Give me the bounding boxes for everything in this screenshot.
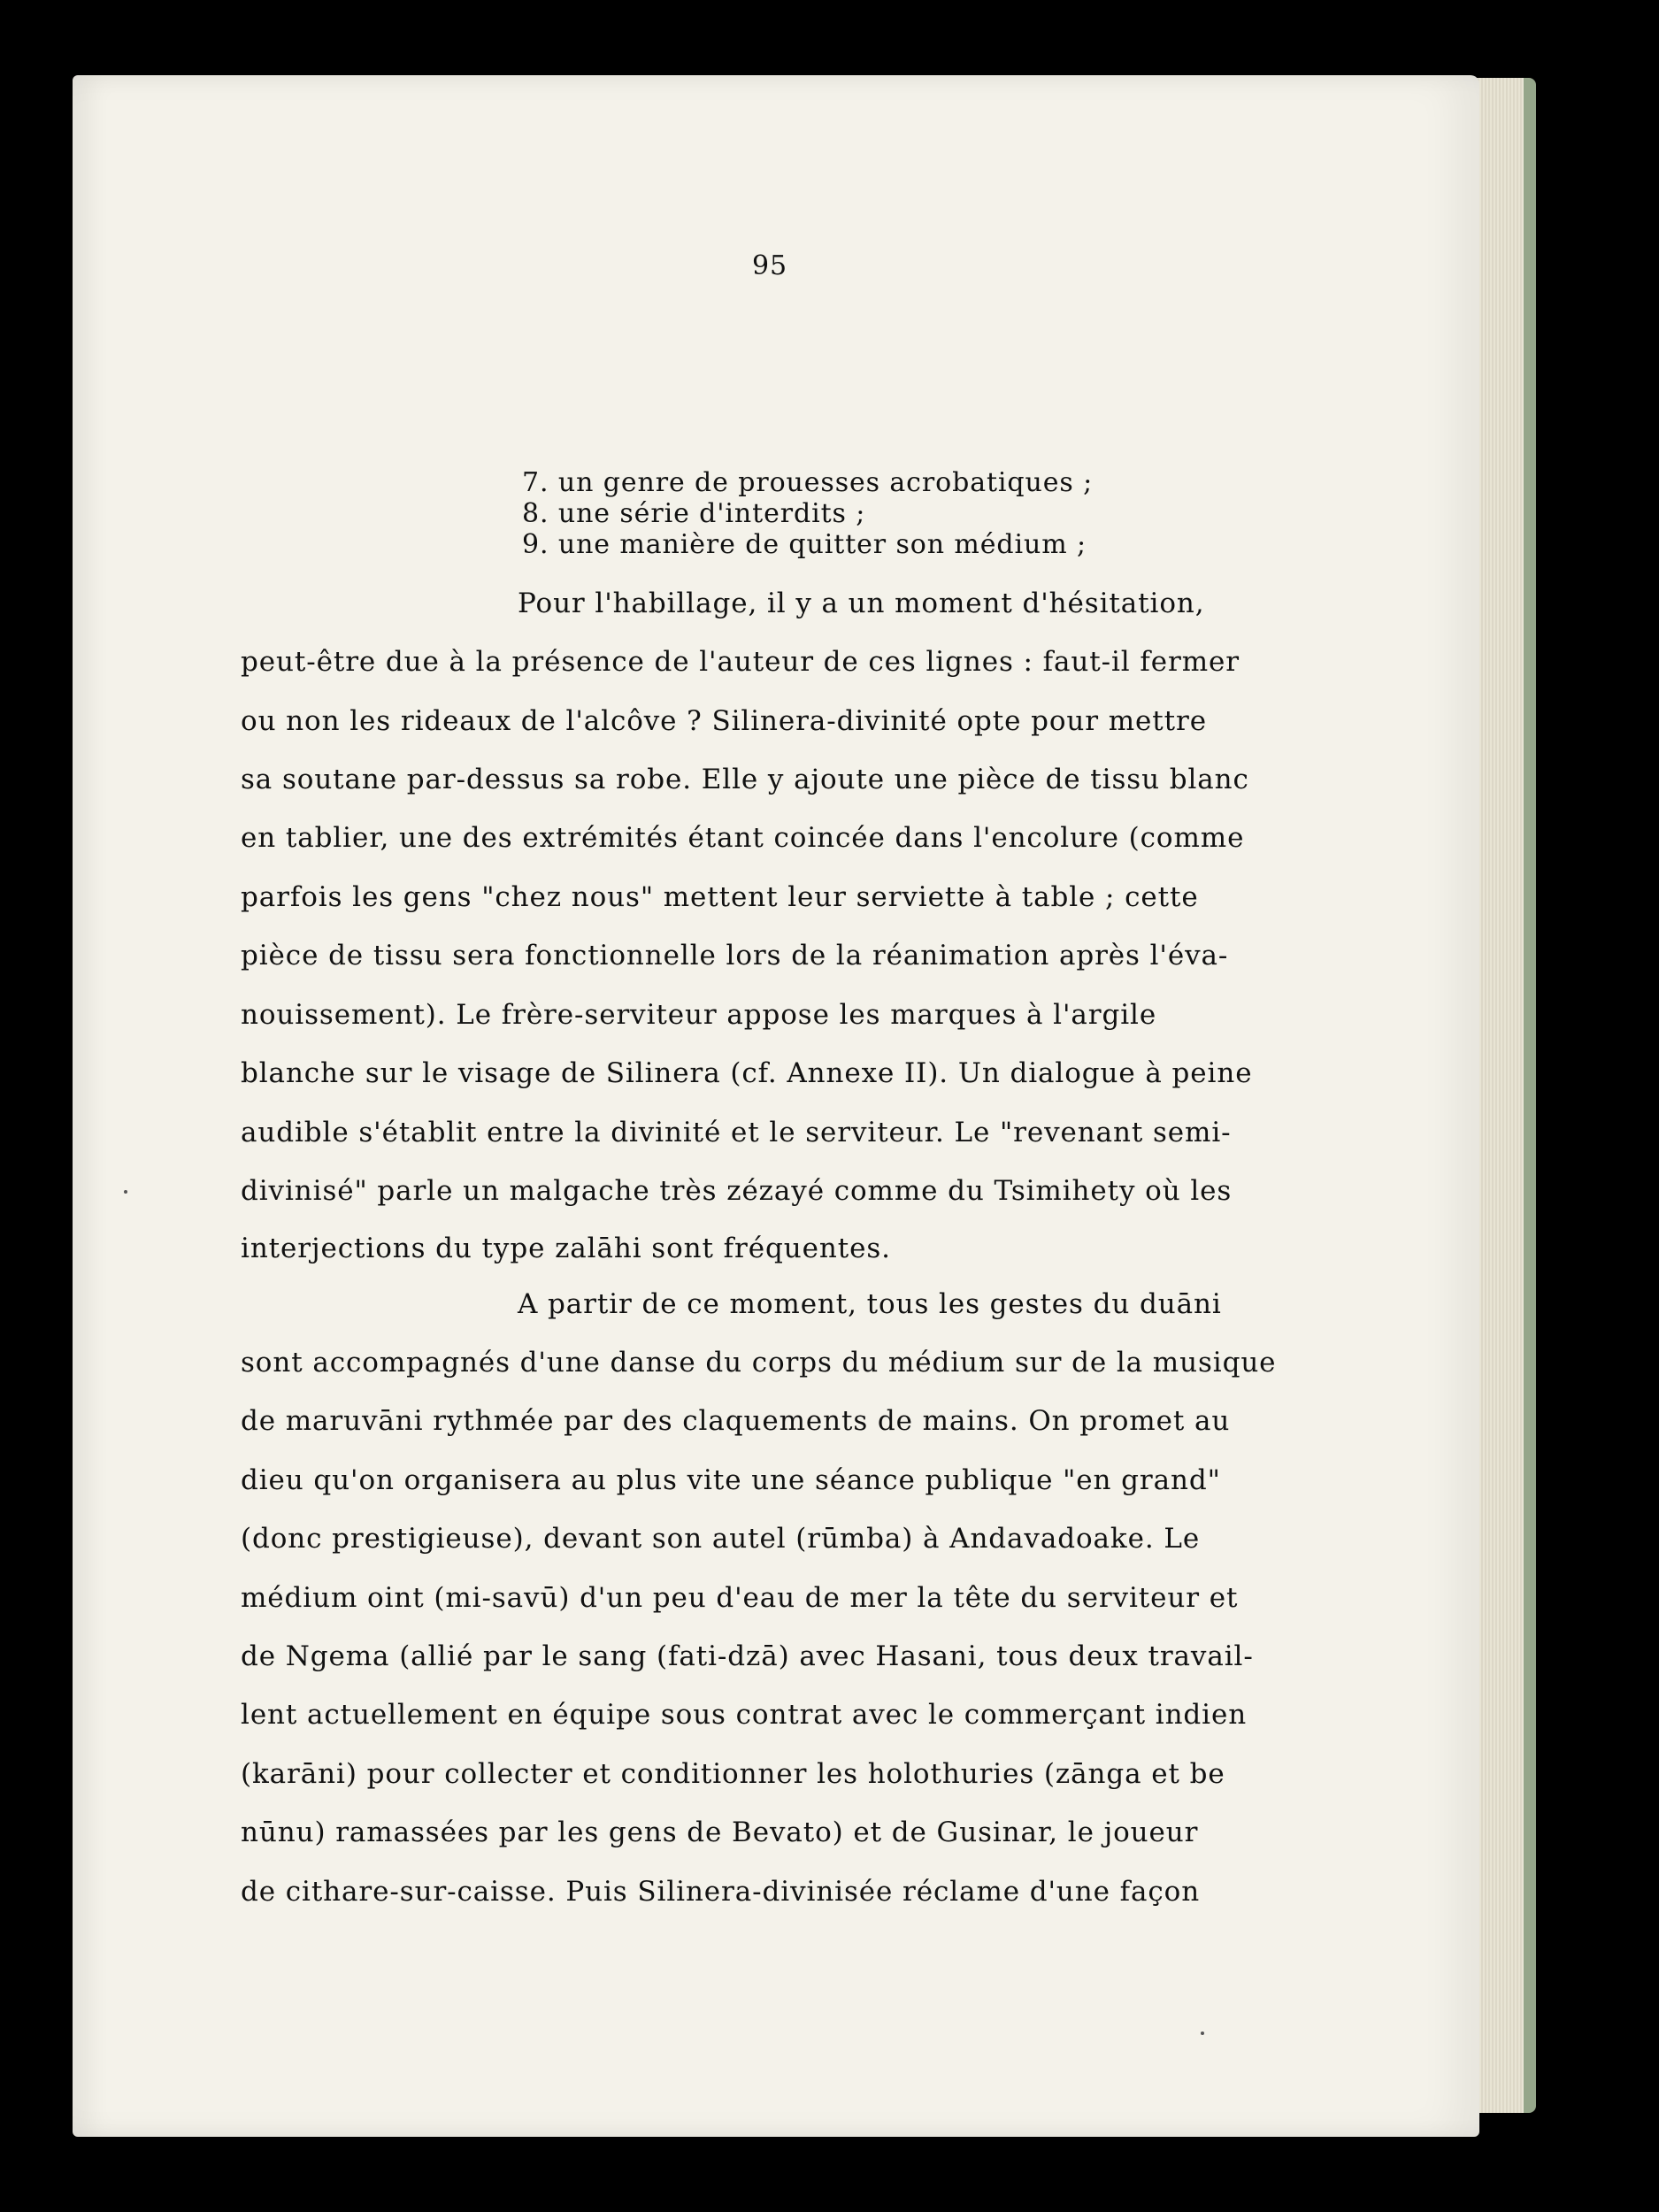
text-line: pièce de tissu sera fonctionnelle lors de la réanimation après l'éva- (241, 940, 1229, 972)
text-line: dieu qu'on organisera au plus vite une séance publique "en grand" (241, 1464, 1221, 1496)
text-line: médium oint (mi-savū) d'un peu d'eau de mer la tête du serviteur et (241, 1582, 1239, 1614)
text-line: nūnu) ramassées par les gens de Bevato) et de Gusinar, le joueur (241, 1816, 1199, 1848)
margin-speck (1201, 2032, 1204, 2035)
text-line: audible s'établit entre la divinité et le serviteur. Le "revenant semi- (241, 1117, 1232, 1148)
list-item-8: 8. une série d'interdits ; (522, 498, 866, 529)
text-line: de cithare-sur-caisse. Puis Silinera-divinisée réclame d'une façon (241, 1876, 1201, 1908)
text-line: sont accompagnés d'une danse du corps du médium sur de la musique (241, 1347, 1277, 1379)
text-line: parfois les gens "chez nous" mettent leur serviette à table ; cette (241, 881, 1199, 913)
text-line: de Ngema (allié par le sang (fati-dzā) avec Hasani, tous deux travail- (241, 1640, 1254, 1672)
text-line: (karāni) pour collecter et conditionner les holothuries (zānga et be (241, 1758, 1225, 1790)
text-line: peut-être due à la présence de l'auteur de ces lignes : faut-il fermer (241, 646, 1240, 678)
text-line: (donc prestigieuse), devant son autel (rūmba) à Andavadoake. Le (241, 1523, 1201, 1555)
text-line: Pour l'habillage, il y a un moment d'hésitation, (518, 588, 1205, 619)
text-line: nouissement). Le frère-serviteur appose les marques à l'argile (241, 999, 1157, 1031)
text-line: ou non les rideaux de l'alcôve ? Silinera-divinité opte pour mettre (241, 705, 1207, 737)
text-line: blanche sur le visage de Silinera (cf. Annexe II). Un dialogue à peine (241, 1057, 1253, 1089)
text-line: en tablier, une des extrémités étant coincée dans l'encolure (comme (241, 822, 1245, 854)
list-item-9: 9. une manière de quitter son médium ; (522, 529, 1087, 560)
page-number: 95 (752, 250, 787, 281)
text-line: de maruvāni rythmée par des claquements de mains. On promet au (241, 1405, 1231, 1437)
text-line: A partir de ce moment, tous les gestes du duāni (518, 1288, 1222, 1320)
text-line: lent actuellement en équipe sous contrat avec le commerçant indien (241, 1699, 1248, 1731)
text-line: sa soutane par-dessus sa robe. Elle y ajoute une pièce de tissu blanc (241, 764, 1249, 795)
text-line: divinisé" parle un malgache très zézayé comme du Tsimihety où les (241, 1175, 1233, 1207)
margin-speck (124, 1190, 127, 1194)
list-item-7: 7. un genre de prouesses acrobatiques ; (522, 467, 1094, 498)
text-line: interjections du type zalāhi sont fréquentes. (241, 1233, 891, 1264)
